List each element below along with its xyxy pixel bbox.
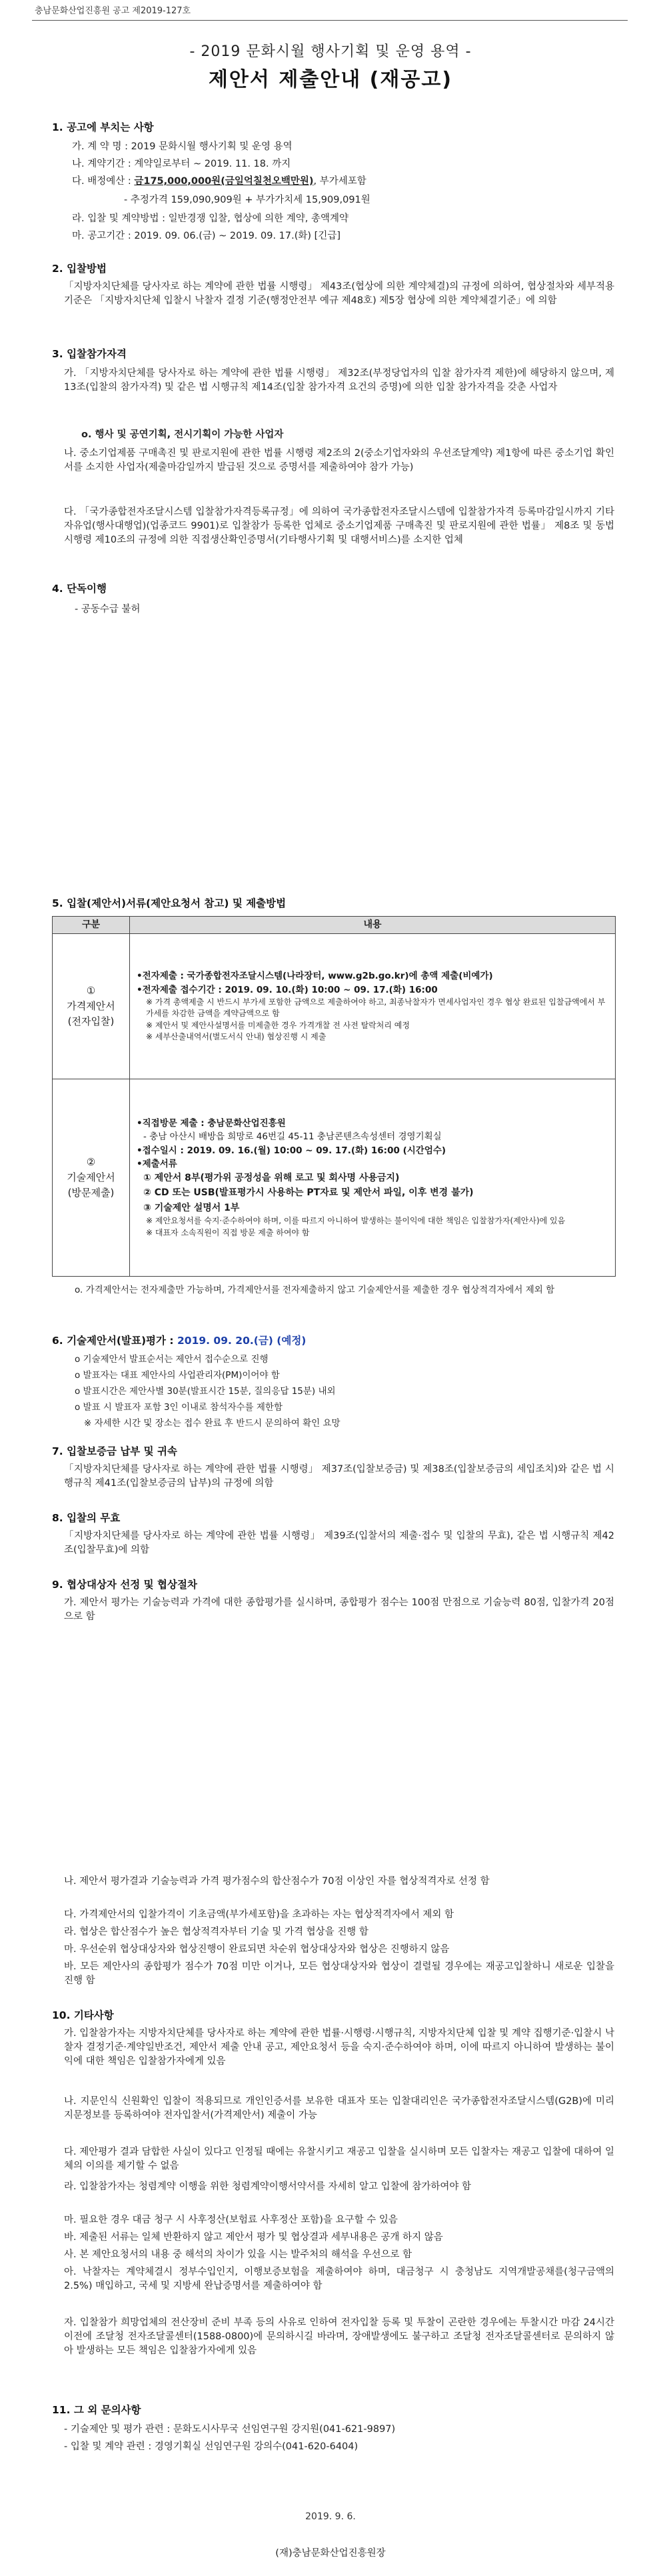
budget-amount: 금175,000,000원(금일억칠천오백만원) bbox=[134, 176, 314, 187]
estimated-price: - 추정가격 159,090,909원 + 부가가치세 15,909,091원 bbox=[124, 195, 370, 205]
section-8-text: 「지방자치단체를 당사자로 하는 계약에 관한 법률 시행령」 제39조(입찰서의 제출·접수 및 입찰의 무효), 같은 법 시행규칙 제42조(입찰무효)에 의함 bbox=[64, 1531, 614, 1556]
evaluation-date: 2019. 09. 20.(금) (예정) bbox=[177, 1335, 307, 1347]
joint-bidding-note: - 공동수급 불허 bbox=[75, 604, 141, 615]
bidding-method: 라. 입찰 및 계약방법 : 일반경쟁 입찰, 협상에 의한 계약, 총액계약 bbox=[72, 213, 348, 224]
notice-date: 2019. 9. 6. bbox=[305, 2511, 356, 2522]
budget bbox=[72, 175, 618, 189]
budget-label: 다. 배정예산 : bbox=[72, 176, 135, 187]
reception-datetime: •접수일시 : 2019. 09. 16.(월) 10:00 ~ 09. 17.(화) 16:00 (시간엄수) bbox=[137, 1145, 446, 1156]
section-10-heading: 10. 기타사항 bbox=[52, 2009, 114, 2021]
row-kind-method: (방문제출) bbox=[67, 1187, 115, 1199]
technical-note-1: ※ 제안요청서를 숙지·준수하여야 하며, 이를 따르지 아니하여 발생하는 불이익에 대한 책임은 입찰참가자(제안사)에 있음 bbox=[146, 1216, 566, 1226]
row-kind-price bbox=[53, 934, 130, 1079]
section-9-item-ba: 바. 모든 제안사의 종합평가 점수가 70점 미만 이거나, 모든 협상대상자와 협상이 결렬될 경우에는 재공고입찰하니 새로운 입찰을 진행 함 bbox=[64, 1961, 614, 1987]
section-10-item-sa: 사. 본 제안요청서의 내용 중 해석의 차이가 있을 시는 발주처의 해석을 우선으로 함 bbox=[64, 2249, 412, 2260]
price-note-2: ※ 제안서 및 제안사설명서를 미제출한 경우 가격개찰 전 사전 탈락처리 예정 bbox=[146, 1020, 410, 1030]
section-3-item-ga-sub: o. 행사 및 공연기획, 전시기획이 가능한 사업자 bbox=[81, 429, 284, 440]
section-8-heading: 8. 입찰의 무효 bbox=[52, 1512, 121, 1524]
page-subtitle: - 2019 문화시월 행사기획 및 운영 용역 - bbox=[189, 43, 472, 60]
submission-table bbox=[52, 916, 616, 1277]
section-9-item-ma: 마. 우선순위 협상대상자와 협상진행이 완료되면 차순위 협상대상자와 협상은 진행하지 않음 bbox=[64, 1944, 450, 1955]
section-3-item-ga: 가. 「지방자치단체를 당사자로 하는 계약에 관한 법률 시행령」 제32조(부정당업자의 입찰 참가자격 제한)에 해당하지 않으며, 제13조(입찰의 참가자격) 및 같은 법 시행규칙 제14조(입찰 참가자격 요건의 증명)에 의한 입찰 참가자격을 갖춘 사업자 bbox=[64, 368, 614, 393]
visit-submission-line: •직접방문 제출 : 충남문화산업진흥원 bbox=[137, 1118, 286, 1129]
budget-vat: , 부가세포함 bbox=[313, 176, 366, 187]
section-3-item-na: 나. 중소기업제품 구매촉진 및 판로지원에 관한 법률 시행령 제2조의 2(중소기업자와의 우선조달계약) 제1항에 따른 중소기업 확인서를 소지한 사업자(제출마감일까지 발급된 것으로 증명서를 제출하여야 참가 가능) bbox=[64, 448, 614, 473]
evaluation-note-3: o 발표시간은 제안사별 30분(발표시간 15분, 질의응답 15분) 내외 bbox=[75, 1386, 336, 1397]
evaluation-note-4: o 발표 시 발표자 포함 3인 이내로 참석자수를 제한함 bbox=[75, 1402, 283, 1413]
document-item-1: ① 제안서 8부(평가위 공정성을 위해 로고 및 회사명 사용금지) bbox=[143, 1173, 400, 1184]
section-2-heading: 2. 입찰방법 bbox=[52, 263, 107, 275]
section-2-text: 「지방자치단체를 당사자로 하는 계약에 관한 법률 시행령」 제43조(협상에 의한 계약체결)의 규정에 의하여, 협상절차와 세부적용기준은 「지방자치단체 입찰시 낙찰자 결정 기준(행정안전부 예규 제48호) 제5장 협상에 의한 계약체결기준」에 의함 bbox=[64, 281, 614, 307]
section-10-item-ba: 바. 제출된 서류는 일체 반환하지 않고 제안서 평가 및 협상결과 세부내용은 공개 하지 않음 bbox=[64, 2232, 443, 2243]
section-10-item-ja: 자. 입찰참가 희망업체의 전산장비 준비 부족 등의 사유로 인하여 전자입찰 등록 및 투찰이 곤란한 경우에는 투찰시간 마감 24시간 이전에 조달청 전자조달콜센터(1588-0800)에 문의하시길 바라며, 장애발생에도 불구하고 조달청 전자조달콜센터로 문의하지 않아 발생하는 모든 책임은 입찰참가자에게 있음 bbox=[64, 2317, 614, 2357]
row-kind-method: (전자입찰) bbox=[67, 1015, 115, 1028]
technical-note-2: ※ 대표자 소속직원이 직접 방문 제출 하여야 함 bbox=[146, 1227, 310, 1237]
section-10-item-da: 다. 제안평가 결과 담합한 사실이 있다고 인정될 때에는 유찰시키고 재공고 입찰을 실시하며 모든 입찰자는 재공고 입찰에 대하여 일체의 이의를 제기할 수 없음 bbox=[64, 2147, 614, 2172]
document-reference: 충남문화산업진흥원 공고 제2019-127호 bbox=[35, 6, 191, 16]
section-10-item-ma: 마. 필요한 경우 대금 청구 시 사후정산(보험료 사후정산 포함)을 요구할 수 있음 bbox=[64, 2215, 398, 2225]
row-kind-number: ① bbox=[86, 984, 96, 997]
page-title: 제안서 제출안내 (재공고) bbox=[208, 68, 453, 91]
document-item-2: ② CD 또는 USB(발표평가시 사용하는 PT자료 및 제안서 파일, 이후 변경 불가) bbox=[143, 1187, 474, 1199]
section-10-item-ga: 가. 입찰참가자는 지방자치단체를 당사자로 하는 계약에 관한 법률·시행령·시행규칙, 지방자치단체 입찰 및 계약 집행기준·입찰시 낙찰자 결정기준·계약일반조건, 제안서 제출 안내 공고, 제안요청서 등을 숙지·준수하여야 하며, 이에 따르지 아니하여 발생하는 불이익에 대한 책임은 입찰참가자에게 있음 bbox=[64, 2028, 614, 2067]
contact-contract: - 입찰 및 계약 관련 : 경영기획실 선임연구원 강의수(041-620-6404) bbox=[64, 2441, 358, 2452]
price-note-1: ※ 가격 총액제출 시 반드시 부가세 포함한 금액으로 제출하여야 하고, 최종낙찰자가 면세사업자인 경우 협상 완료된 입찰금액에서 부가세를 차감한 금액을 계약금액으로 함 bbox=[146, 997, 606, 1019]
section-7-text: 「지방자치단체를 당사자로 하는 계약에 관한 법률 시행령」 제37조(입찰보증금) 및 제38조(입찰보증금의 세입조치)와 같은 법 시행규칙 제41조(입찰보증금의 납부)의 규정에 의함 bbox=[64, 1464, 614, 1489]
section-3-item-da: 다. 「국가종합전자조달시스템 입찰참가자격등록규정」에 의하여 국가종합전자조달시스템에 입찰참가자격 등록마감일시까지 기타자유업(행사대행업)(업종코드 9901)로 입찰참가 등록한 업체로 중소기업제품 구매촉진 및 판로지원에 관한 법률」 제8조 및 동법시행령 제10조의 규정에 의한 직접생산확인증명서(기타행사기획 및 대행서비스)를 소지한 업체 bbox=[64, 507, 614, 546]
evaluation-note-1: o 기술제안서 발표순서는 제안서 접수순으로 진행 bbox=[75, 1354, 269, 1365]
section-5-note: o. 가격제안서는 전자제출만 가능하며, 가격제안서를 전자제출하지 않고 기술제안서를 제출한 경우 협상적격자에서 제외 함 bbox=[75, 1285, 555, 1295]
section-3-heading: 3. 입찰참가자격 bbox=[52, 348, 127, 360]
section-10-item-a: 아. 낙찰자는 계약체결시 정부수입인지, 이행보증보험을 제출하여야 하며, 대금청구 시 충청남도 지역개발공채를(청구금액의 2.5%) 매입하고, 국세 및 지방세 완납증명서를 제출하여야 함 bbox=[64, 2267, 614, 2292]
section-9-item-na: 나. 제안서 평가결과 기술능력과 가격 평가점수의 합산점수가 70점 이상인 자를 협상적격자로 선정 함 bbox=[64, 1876, 490, 1887]
section-6-heading-label: 6. 기술제안서(발표)평가 : bbox=[52, 1335, 177, 1347]
price-note-3: ※ 세부산출내역서(별도서식 안내) 협상진행 시 제출 bbox=[146, 1032, 327, 1042]
section-5-heading: 5. 입찰(제안서)서류(제안요청서 참고) 및 제출방법 bbox=[52, 897, 287, 909]
table-header-content: 내용 bbox=[130, 917, 616, 934]
issuing-organization: (재)충남문화산업진흥원장 bbox=[275, 2548, 386, 2559]
contract-period: 나. 계약기간 : 계약일로부터 ~ 2019. 11. 18. 까지 bbox=[72, 159, 291, 169]
section-11-heading: 11. 그 외 문의사항 bbox=[52, 2404, 141, 2416]
evaluation-note-5: ※ 자세한 시간 및 장소는 접수 완료 후 반드시 문의하여 확인 요망 bbox=[84, 1418, 340, 1429]
section-9-item-da: 다. 가격제안서의 입찰가격이 기초금액(부가세포함)을 초과하는 자는 협상적격자에서 제외 함 bbox=[64, 1909, 454, 1920]
contact-technical: - 기술제안 및 평가 관련 : 문화도시사무국 선임연구원 강지원(041-621-9897) bbox=[64, 2424, 396, 2435]
section-10-item-na: 나. 지문인식 신원확인 입찰이 적용되므로 개인인증서를 보유한 대표자 또는 입찰대리인은 국가종합전자조달시스템(G2B)에 미리 지문정보를 등록하여야 전자입찰서(가격제안서) 제출이 가능 bbox=[64, 2096, 614, 2121]
section-9-item-ra: 라. 협상은 합산점수가 높은 협상적격자부터 기술 및 가격 협상을 진행 함 bbox=[64, 1927, 368, 1937]
section-9-heading: 9. 협상대상자 선정 및 협상절차 bbox=[52, 1579, 197, 1591]
section-4-heading: 4. 단독이행 bbox=[52, 583, 107, 595]
row-kind-label: 가격제안서 bbox=[67, 999, 115, 1012]
e-submission-line: •전자제출 : 국가종합전자조달시스템(나라장터, www.g2b.go.kr)에 총액 제출(비예가) bbox=[137, 971, 493, 982]
section-6-heading bbox=[52, 1333, 306, 1348]
section-1-heading: 1. 공고에 부치는 사항 bbox=[52, 121, 154, 133]
e-submission-period: •전자제출 접수기간 : 2019. 09. 10.(화) 10:00 ~ 09. 17.(화) 16:00 bbox=[137, 984, 438, 995]
table-row-technical-proposal bbox=[53, 1079, 616, 1277]
document-item-3: ③ 기술제안 설명서 1부 bbox=[143, 1202, 240, 1213]
row-content-price bbox=[130, 934, 616, 1079]
contract-name: 가. 계 약 명 : 2019 문화시월 행사기획 및 운영 용역 bbox=[72, 141, 293, 152]
row-kind-number: ② bbox=[86, 1155, 96, 1168]
notice-period: 마. 공고기간 : 2019. 09. 06.(금) ~ 2019. 09. 17.(화) [긴급] bbox=[72, 231, 340, 241]
header-divider bbox=[32, 20, 628, 21]
submission-address: - 충남 아산시 배방읍 희망로 46번길 45-11 충남콘텐츠속성센터 경영기획실 bbox=[143, 1131, 442, 1143]
section-7-heading: 7. 입찰보증금 납부 및 귀속 bbox=[52, 1445, 177, 1457]
row-kind-label: 기술제안서 bbox=[67, 1171, 115, 1183]
row-kind-technical bbox=[53, 1079, 130, 1277]
section-9-item-ga: 가. 제안서 평가는 기술능력과 가격에 대한 종합평가를 실시하며, 종합평가 점수는 100점 만점으로 기술능력 80점, 입찰가격 20점으로 함 bbox=[64, 1597, 614, 1623]
documents-label: •제출서류 bbox=[137, 1158, 177, 1169]
row-content-technical bbox=[130, 1079, 616, 1277]
table-row-price-proposal bbox=[53, 934, 616, 1079]
section-10-item-ra: 라. 입찰참가자는 청렴계약 이행을 위한 청렴계약이행서약서를 자세히 알고 입찰에 참가하여야 함 bbox=[64, 2181, 471, 2192]
table-header-kind: 구분 bbox=[53, 917, 130, 934]
evaluation-note-2: o 발표자는 대표 제안사의 사업관리자(PM)이어야 함 bbox=[75, 1370, 280, 1381]
